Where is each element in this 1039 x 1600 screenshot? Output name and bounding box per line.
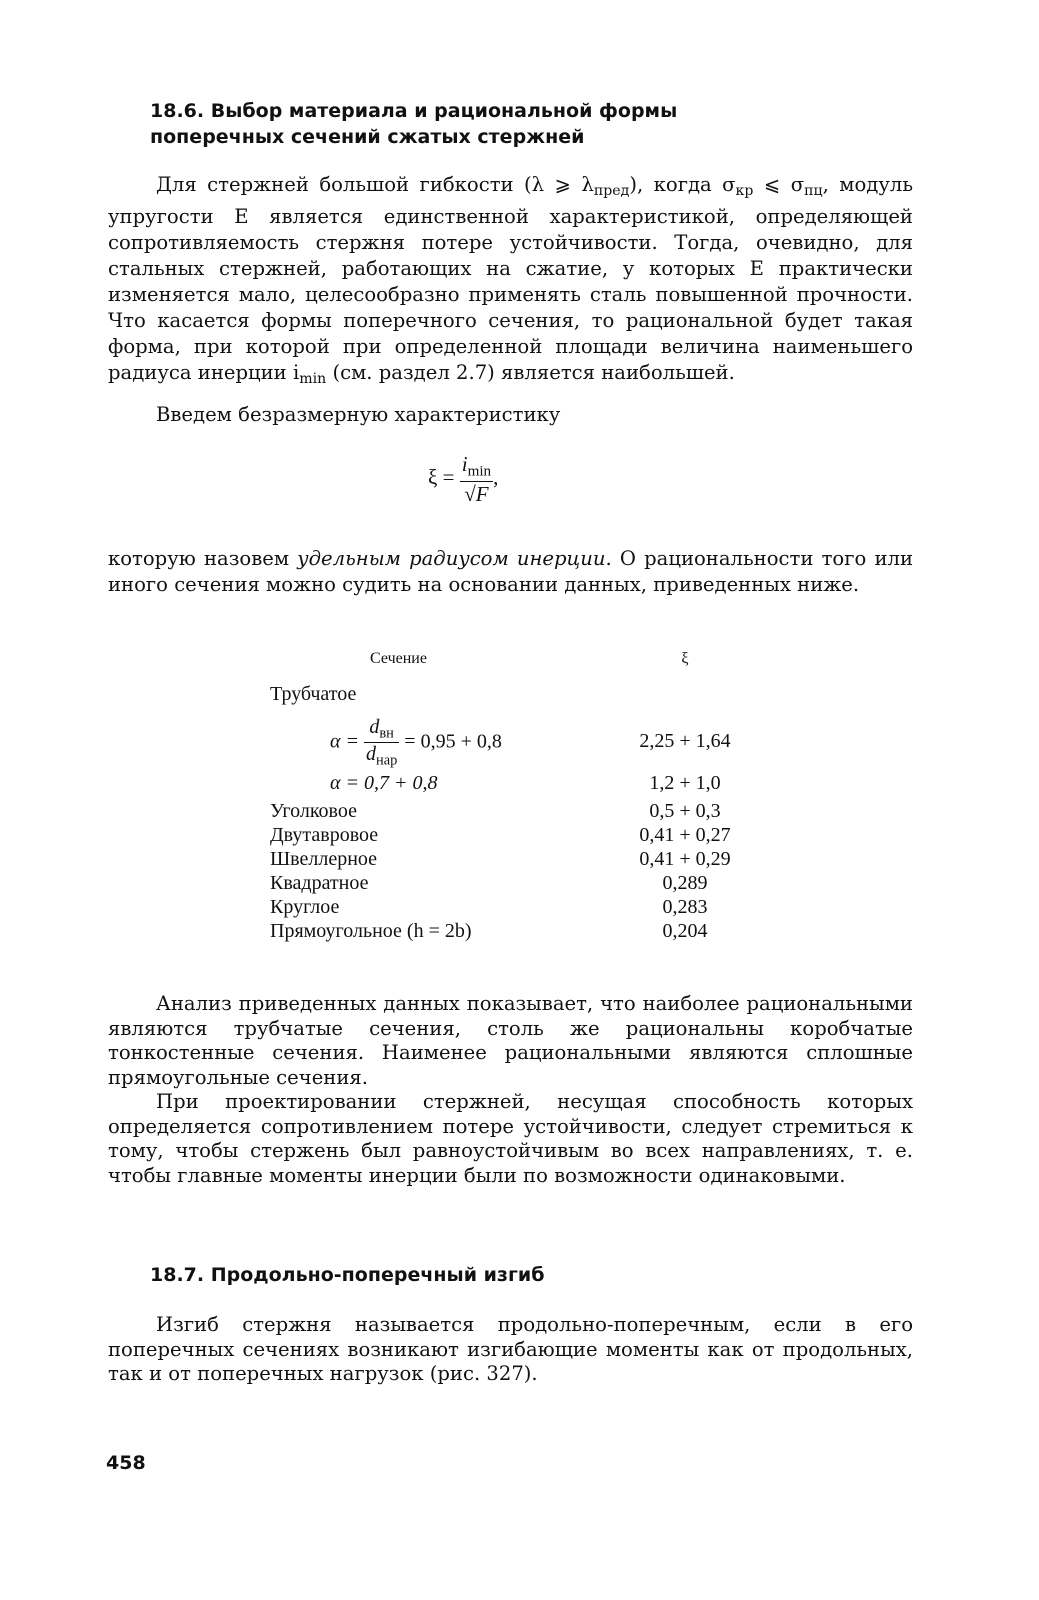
table-row-alpha2: α = 0,7 + 0,8 1,2 + 1,0	[330, 772, 721, 794]
section-title-18-7: 18.7. Продольно-поперечный изгиб	[150, 1264, 545, 1286]
header-section: Сечение	[370, 650, 427, 667]
table-header	[270, 650, 760, 674]
formula-fraction: $\frac{i_{min}}{√F}$	[461, 452, 492, 506]
table-row-alpha1: α = $\frac{d_{вн}}{d_{нар}}$ = 0,95 + 0,8 2,25 + 1,64	[330, 716, 731, 769]
page-number: 458	[106, 1452, 146, 1474]
header-xi: ξ	[681, 650, 689, 667]
paragraph-intro: Для стержней большой гибкости (λ ⩾ $\lambda_{пред}$), когда $\sigma_{кр}$ ⩽ $\sigma_{пц}$, модуль упругости E является единственной характеристикой, определяющей сопротивляемость стержня потере устойчивости. Тогда, очевидно, для стальных стержней, работающих на сжатие, у которых E практически изменяется мало, целесообразно применять сталь повышенной прочности. Что касается формы поперечного сечения, то рациональной будет такая форма, при которой при определенной площади величина наименьшего радиуса инерции $i_{min}$ (см. раздел 2.7) является наибольшей.	[108, 173, 914, 388]
table-row: Круглое 0,283	[270, 896, 708, 918]
paragraph-introduce: Введем безразмерную характеристику	[156, 403, 561, 426]
section-title	[150, 98, 677, 150]
section-title-line2: поперечных сечений сжатых стержней	[150, 126, 585, 148]
table-group-label: Трубчатое	[270, 683, 357, 705]
paragraph-analysis: Анализ приведенных данных показывает, что наиболее рациональными являются трубчатые сечения, столь же рациональны коробчатые тонкостенные сечения. Наименее рациональными являются сплошные прямоугольные сечения.	[108, 992, 913, 1089]
table-row: Швеллерное 0,41 + 0,29	[270, 848, 731, 870]
formula-xi: ξ = $\frac{i_{min}}{√F}$ ,	[428, 452, 499, 506]
table-row: Квадратное 0,289	[270, 872, 708, 894]
table-row: Прямоугольное (h = 2b) 0,204	[270, 920, 708, 942]
paragraph-design: При проектировании стержней, несущая способность которых определяется сопротивлением потере устойчивости, следует стремиться к тому, чтобы стержень был равноустойчивым во всех направлениях, т. е. чтобы главные моменты инерции были по возможности одинаковыми.	[108, 1090, 913, 1187]
section-title-line1: 18.6. Выбор материала и рациональной формы	[150, 100, 678, 122]
table-row: Двутавровое 0,41 + 0,27	[270, 824, 731, 846]
paragraph-bending: Изгиб стержня называется продольно-поперечным, если в его поперечных сечениях возникают изгибающие моменты как от продольных, так и от поперечных нагрузок (рис. 327).	[108, 1313, 913, 1385]
table-row: Уголковое 0,5 + 0,3	[270, 800, 721, 822]
paragraph-specific-radius: которую назовем удельным радиусом инерции. О рациональности того или иного сечения можно судить на основании данных, приведенных ниже.	[108, 547, 914, 596]
